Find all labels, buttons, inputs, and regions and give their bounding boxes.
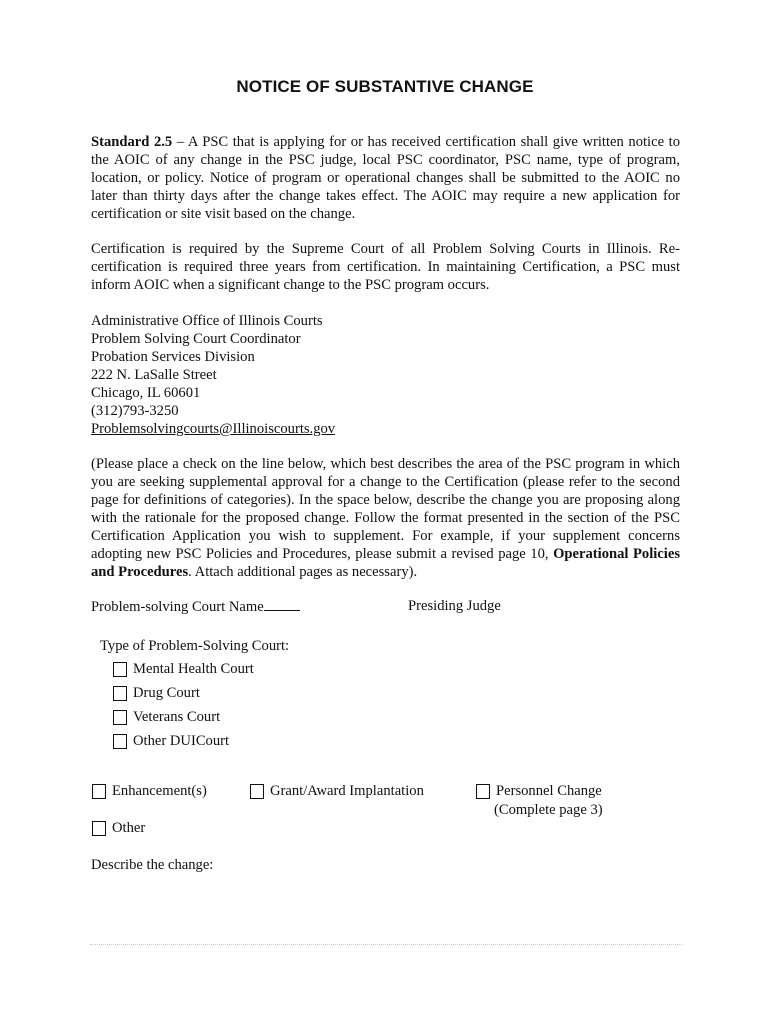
checkbox-icon[interactable] bbox=[476, 784, 490, 799]
instructions-text: (Please place a check on the line below, which best describes the area of the PSC program in which you are seeking supplemental approval for a change to the Certification (please refer to the second page for definitions of categories). In the space below, describe the change you are proposing along with the rationale for the proposed change. Follow the format presented in the section of the PSC Certification Application you wish to supplement. For example, if your supplement concerns adopting new PSC Policies and Procedures, please submit a revised page 10, bbox=[91, 456, 680, 562]
court-name-blank[interactable] bbox=[264, 598, 300, 611]
personnel-note: (Complete page 3) bbox=[494, 802, 603, 818]
court-type-option[interactable] bbox=[113, 661, 254, 678]
presiding-judge-label: Presiding Judge bbox=[408, 598, 501, 614]
address-block bbox=[91, 312, 335, 438]
grant-option[interactable] bbox=[250, 783, 424, 800]
checkbox-icon[interactable] bbox=[113, 734, 127, 749]
instructions-text-end: . Attach additional pages as necessary). bbox=[188, 564, 418, 580]
option-label: Mental Health Court bbox=[133, 661, 254, 677]
certification-paragraph: Certification is required by the Supreme Court of all Problem Solving Courts in Illinois. Re-certification is required three years from certification. In maintaining Certification, a PSC must inform AOIC when a significant change to the PSC program occurs. bbox=[91, 241, 680, 293]
option-label: Enhancement(s) bbox=[112, 783, 207, 799]
checkbox-icon[interactable] bbox=[92, 784, 106, 799]
court-type-option[interactable] bbox=[113, 685, 200, 702]
checkbox-icon[interactable] bbox=[92, 821, 106, 836]
instructions-paragraph bbox=[91, 455, 680, 581]
describe-label: Describe the change: bbox=[91, 857, 214, 873]
address-line: Chicago, IL 60601 bbox=[91, 385, 201, 401]
phone-number: (312)793-3250 bbox=[91, 403, 179, 419]
checkbox-icon[interactable] bbox=[113, 686, 127, 701]
presiding-judge-field bbox=[408, 598, 501, 615]
court-type-label: Type of Problem-Solving Court: bbox=[100, 638, 290, 654]
option-label: Drug Court bbox=[133, 685, 200, 701]
personnel-option[interactable] bbox=[476, 783, 602, 800]
court-type-option[interactable] bbox=[113, 709, 220, 726]
standard-label: Standard 2.5 bbox=[91, 134, 173, 150]
enhancement-option[interactable] bbox=[92, 783, 207, 800]
checkbox-icon[interactable] bbox=[113, 662, 127, 677]
option-label: Grant/Award Implantation bbox=[270, 783, 424, 799]
option-label: Other DUICourt bbox=[133, 733, 230, 749]
other-option[interactable] bbox=[92, 820, 145, 837]
checkbox-icon[interactable] bbox=[250, 784, 264, 799]
option-label: Other bbox=[112, 820, 146, 836]
standard-paragraph bbox=[91, 133, 680, 223]
option-label: Veterans Court bbox=[133, 709, 221, 725]
page-divider bbox=[90, 944, 682, 945]
address-line: 222 N. LaSalle Street bbox=[91, 367, 217, 383]
address-line: Administrative Office of Illinois Courts bbox=[91, 313, 323, 329]
checkbox-icon[interactable] bbox=[113, 710, 127, 725]
address-line: Problem Solving Court Coordinator bbox=[91, 331, 301, 347]
standard-text: – A PSC that is applying for or has received certification shall give written notice to the AOIC of any change in the PSC judge, local PSC coordinator, PSC name, type of program, location, or policy. Notice of program or operational changes shall be submitted to the AOIC no later than thirty days after the change takes effect. The AOIC may require a new application for certification or site visit based on the change. bbox=[91, 134, 680, 222]
court-type-option[interactable] bbox=[113, 733, 229, 750]
court-name-field bbox=[91, 598, 300, 616]
page-title: NOTICE OF SUBSTANTIVE CHANGE bbox=[236, 77, 534, 96]
email-link[interactable]: Problemsolvingcourts@Illinoiscourts.gov bbox=[91, 421, 336, 437]
instructions-bold: Operational Policies and Procedures bbox=[91, 546, 680, 580]
address-line: Probation Services Division bbox=[91, 349, 255, 365]
court-name-label: Problem-solving Court Name bbox=[91, 599, 264, 615]
option-label: Personnel Change bbox=[496, 783, 602, 799]
